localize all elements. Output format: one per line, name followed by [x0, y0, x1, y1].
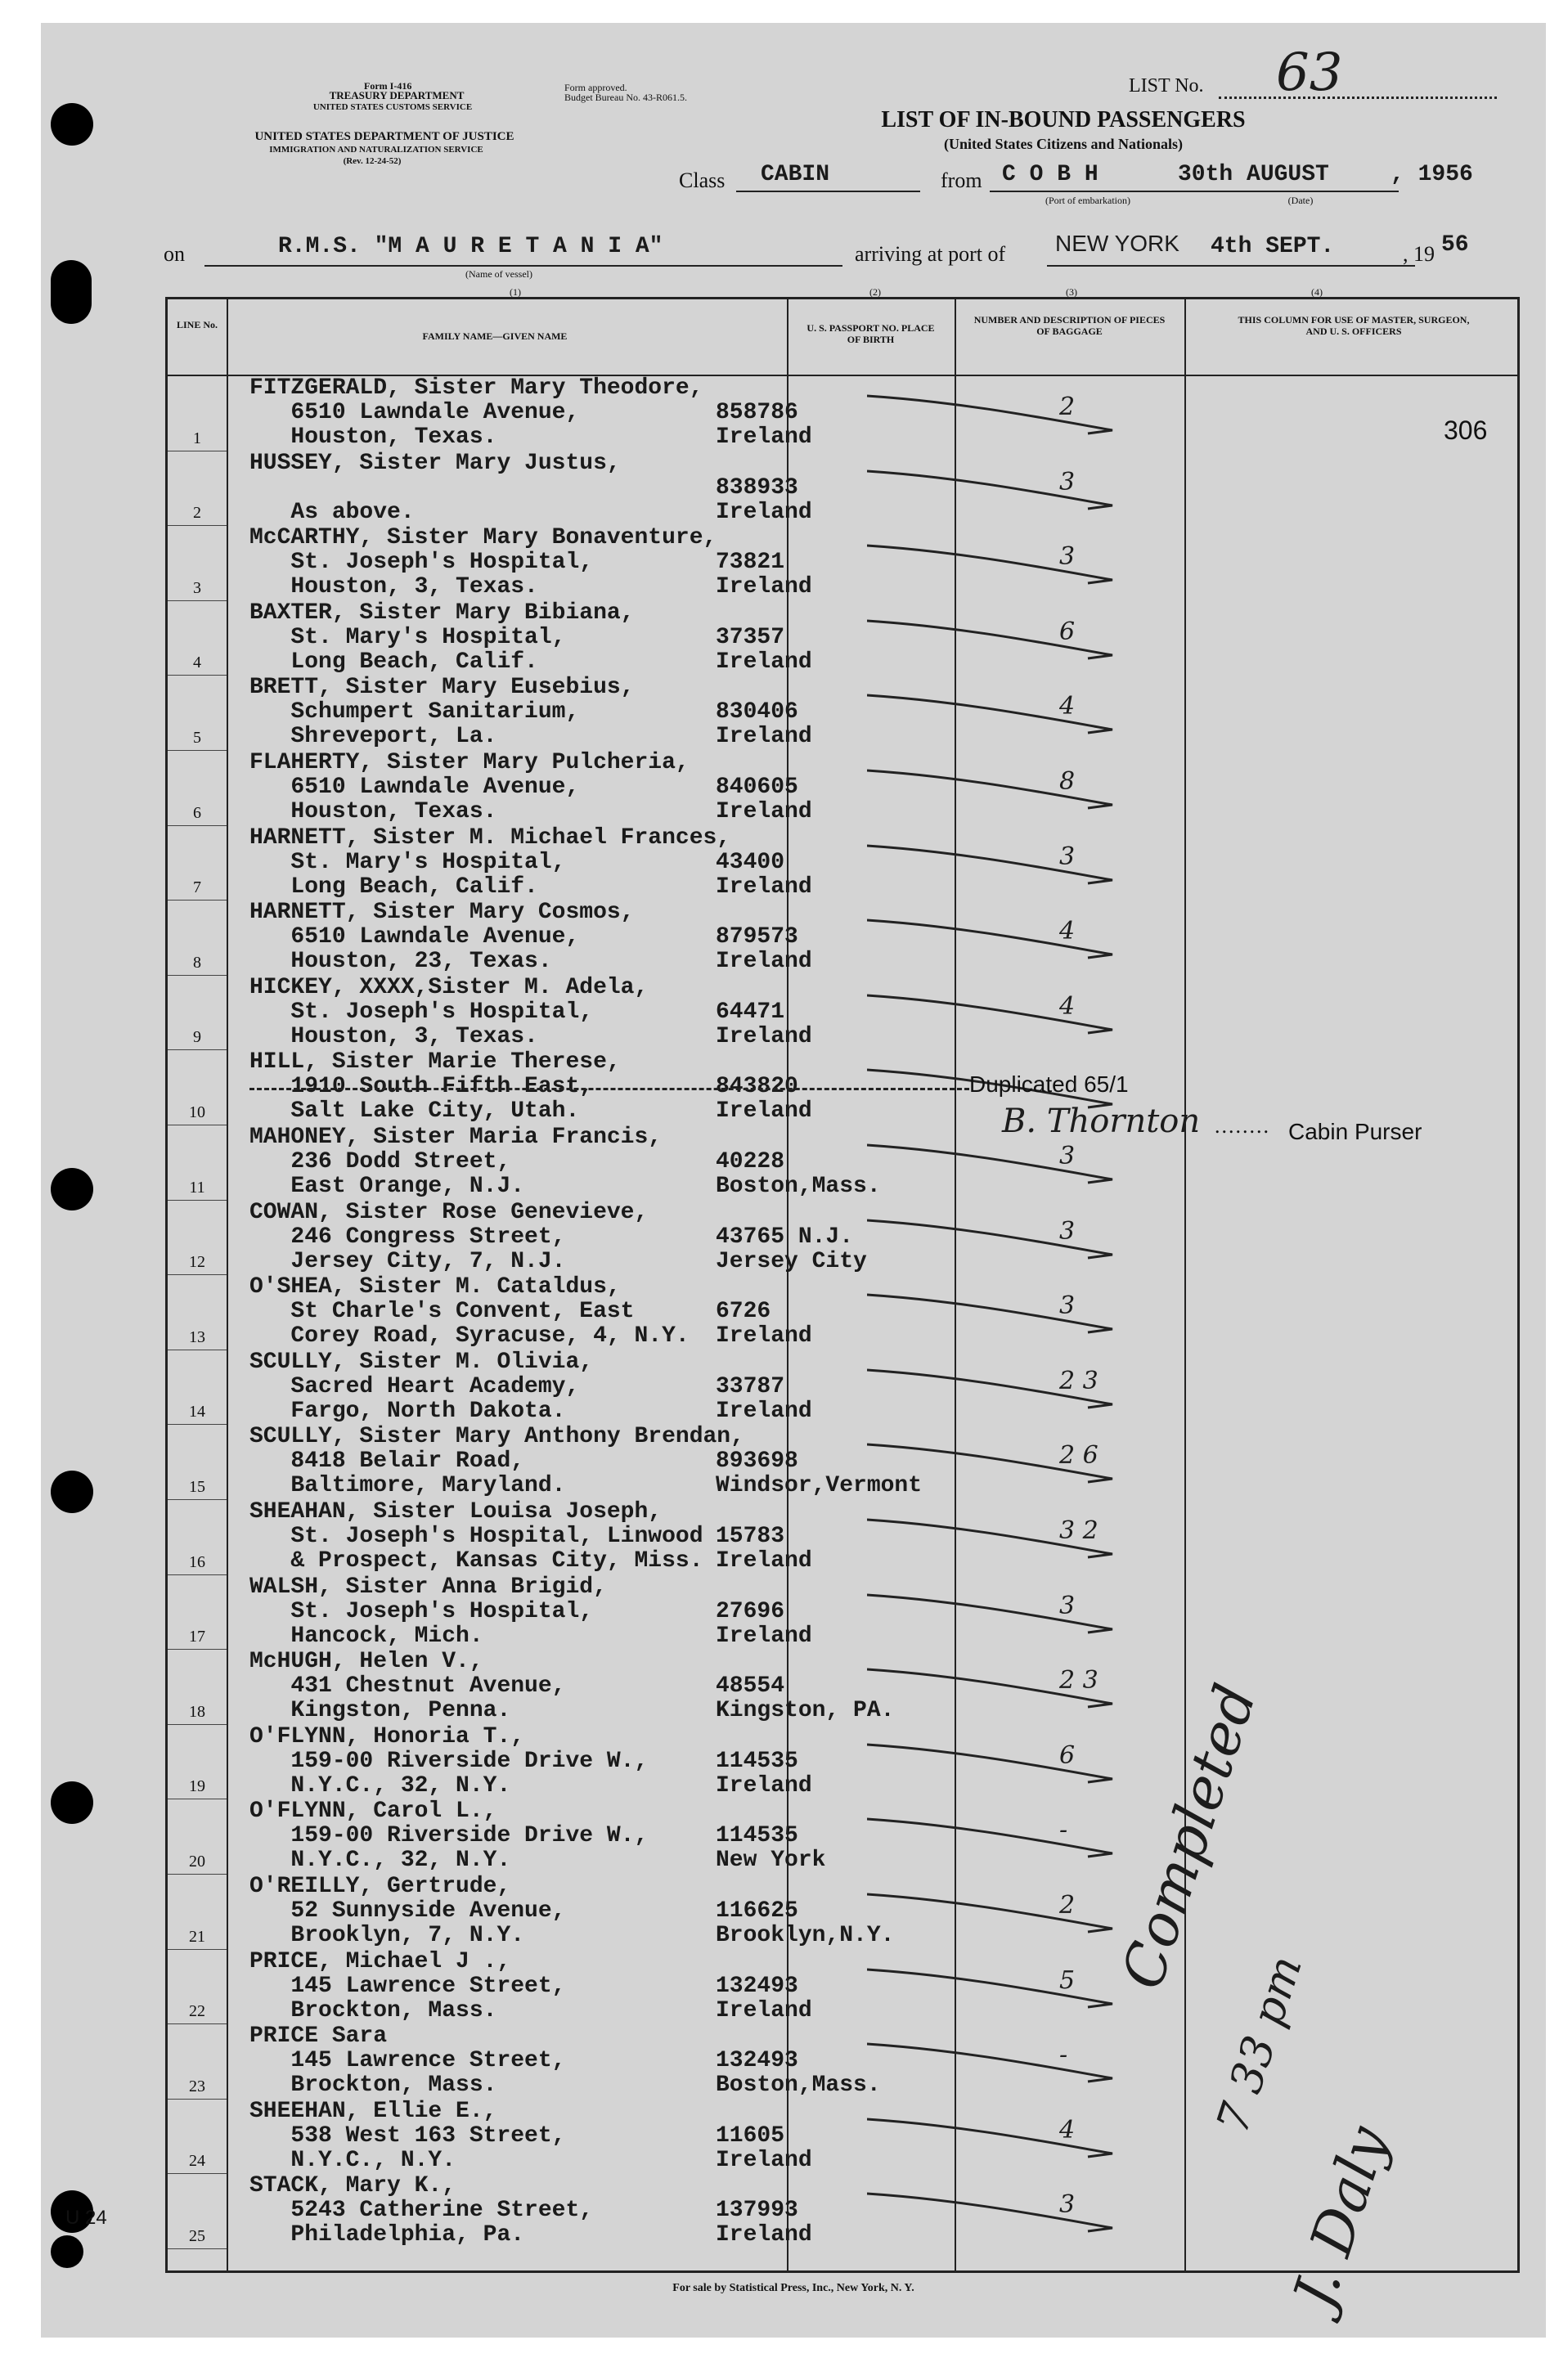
line-number: 23 [189, 2077, 205, 2095]
vessel-caption: (Name of vessel) [465, 268, 532, 280]
table-row [168, 1650, 1517, 1725]
list-subtitle: (United States Citizens and Nationals) [943, 136, 1183, 152]
date-caption: (Date) [1287, 195, 1314, 206]
line-number: 17 [189, 1628, 205, 1646]
passport-birthplace: 893698 Windsor,Vermont [716, 1448, 923, 1499]
baggage-count: 3 [1059, 2190, 1076, 2220]
passport-birthplace: 838933 Ireland [716, 474, 812, 525]
baggage-count: 3 [1059, 1142, 1076, 1170]
baggage-count: 6 [1059, 617, 1076, 646]
baggage-count: - [1059, 1816, 1068, 1845]
passenger-rows [168, 376, 1517, 2270]
passenger-name-address: SHEAHAN, Sister Louisa Joseph, St. Joseph's Hospital, Linwood & Prospect, Kansas City, Miss. [249, 1499, 703, 1574]
passport-birthplace: 64471 Ireland [716, 999, 812, 1049]
col-header-officers: THIS COLUMN FOR USE OF MASTER, SURGEON, AND U. S. OFFICERS [1238, 314, 1470, 337]
year-2: 56 [1441, 232, 1469, 258]
passport-birthplace: 11605 Ireland [716, 2122, 812, 2173]
passenger-name-address: HICKEY, XXXX,Sister M. Adela, St. Joseph's Hospital, Houston, 3, Texas. [249, 974, 649, 1049]
col-header-name: FAMILY NAME—GIVEN NAME [422, 330, 568, 342]
passport-birthplace: 879573 Ireland [716, 924, 812, 975]
purser-signature: B. Thornton [1002, 1103, 1201, 1140]
list-no-label: LIST No. [1129, 75, 1204, 97]
check-stroke [867, 844, 1194, 885]
check-stroke [867, 1593, 1194, 1634]
baggage-count: 3 [1059, 842, 1076, 871]
check-stroke [867, 1668, 1194, 1709]
line-number: 9 [193, 1028, 201, 1047]
line-number: 20 [189, 1852, 205, 1871]
line-number: 25 [189, 2226, 205, 2245]
baggage-count: 3 2 [1059, 1516, 1098, 1545]
baggage-count: 2 6 [1059, 1441, 1098, 1471]
line-number: 8 [193, 953, 201, 972]
passport-birthplace: 43765 N.J. Jersey City [716, 1224, 867, 1274]
passenger-name-address: O'FLYNN, Honoria T., 159-00 Riverside Drive W., N.Y.C., 32, N.Y. [249, 1723, 649, 1799]
passenger-name-address: O'REILLY, Gertrude, 52 Sunnyside Avenue, Brooklyn, 7, N.Y. [249, 1874, 566, 1948]
signature-dots: ........ [1215, 1114, 1270, 1138]
table-row [168, 676, 1517, 751]
passenger-name-address: O'SHEA, Sister M. Cataldus, St Charle's Convent, East Corey Road, Syracuse, 4, N.Y. [249, 1274, 690, 1350]
passport-birthplace: 132493 Boston,Mass. [716, 2048, 881, 2099]
purser-title: Cabin Purser [1288, 1119, 1422, 1144]
customs-service: UNITED STATES CUSTOMS SERVICE [312, 102, 473, 112]
table-row [168, 1575, 1517, 1651]
check-stroke [867, 1817, 1194, 1858]
binder-hole [51, 1781, 93, 1824]
check-stroke [867, 694, 1194, 734]
table-row [168, 601, 1517, 676]
check-stroke [867, 1740, 1194, 1784]
line-number: 4 [193, 654, 201, 672]
col-header-baggage: NUMBER AND DESCRIPTION OF PIECES OF BAGGAGE [973, 314, 1166, 337]
baggage-count: 3 [1059, 1591, 1076, 1620]
baggage-count: 4 [1059, 917, 1076, 946]
justice-dept: UNITED STATES DEPARTMENT OF JUSTICE [254, 130, 514, 143]
passport-birthplace: 43400 Ireland [716, 849, 812, 900]
line-number: 7 [193, 878, 201, 897]
document-page [41, 23, 1546, 2338]
passport-birthplace: 858786 Ireland [716, 400, 812, 450]
baggage-count: 4 [1059, 991, 1076, 1021]
line-number: 21 [189, 1927, 205, 1946]
class-underline [736, 191, 920, 192]
passenger-name-address: HARNETT, Sister Mary Cosmos, 6510 Lawndale Avenue, Houston, 23, Texas. [249, 900, 635, 975]
line-number: 5 [193, 728, 201, 747]
line-number: 16 [189, 1552, 205, 1571]
col-num-3: (3) [1066, 286, 1077, 298]
year2-prefix: , 19 [1403, 242, 1435, 266]
officer-note-row1: 306 [1444, 415, 1488, 445]
port-embark-caption: (Port of embarkation) [1045, 195, 1130, 206]
line-number: 11 [189, 1178, 205, 1197]
check-stroke [867, 769, 1194, 810]
line-number: 13 [189, 1327, 205, 1346]
passport-birthplace: 33787 Ireland [716, 1373, 812, 1424]
completed-note: Completed [1108, 1676, 1269, 1997]
check-stroke [867, 1143, 1194, 1184]
passport-birthplace: 15783 Ireland [716, 1524, 812, 1574]
binder-hole [51, 260, 92, 324]
baggage-count: 3 [1059, 542, 1076, 572]
table-row [168, 451, 1517, 527]
table-row [168, 1799, 1517, 1875]
duplicated-note: Duplicated 65/1 [969, 1071, 1129, 1097]
passenger-name-address: SHEEHAN, Ellie E., 538 West 163 Street, N.Y.C., N.Y. [249, 2098, 566, 2173]
check-stroke [867, 918, 1194, 959]
passenger-name-address: STACK, Mary K., 5243 Catherine Street, Philadelphia, Pa. [249, 2173, 594, 2248]
line-number: 12 [189, 1253, 205, 1272]
table-row [168, 1425, 1517, 1500]
passenger-name-address: HILL, Sister Marie Therese, 1910 South Fifth East, Salt Lake City, Utah. [249, 1049, 621, 1125]
class-label: Class [679, 168, 726, 192]
baggage-count: 4 [1059, 692, 1076, 721]
inspector-initials: J. Daly [1280, 2118, 1402, 2316]
check-stroke [867, 2192, 1194, 2233]
table-row [168, 1950, 1517, 2025]
check-stroke [867, 1368, 1194, 1409]
arrival-date: 4th SEPT. [1211, 234, 1335, 259]
passport-birthplace: 37357 Ireland [716, 624, 812, 675]
table-row [168, 826, 1517, 901]
passport-birthplace: 116625 Brooklyn,N.Y. [716, 1898, 895, 1948]
col-num-1: (1) [510, 286, 521, 298]
baggage-count: 8 [1059, 767, 1076, 796]
row-separator [168, 2248, 227, 2249]
printer-footer: For sale by Statistical Press, Inc., New York, N. Y. [672, 2282, 914, 2294]
passenger-name-address: McCARTHY, Sister Mary Bonaventure, St. Joseph's Hospital, Houston, 3, Texas. [249, 525, 717, 600]
line-number: 22 [189, 2002, 205, 2021]
line-number: 18 [189, 1702, 205, 1721]
passenger-name-address: BAXTER, Sister Mary Bibiana, St. Mary's Hospital, Long Beach, Calif. [249, 600, 635, 675]
passenger-name-address: COWAN, Sister Rose Genevieve, 246 Congress Street, Jersey City, 7, N.J. [249, 1199, 649, 1274]
line-number: 10 [189, 1103, 205, 1121]
check-stroke [867, 1518, 1194, 1559]
passenger-name-address: SCULLY, Sister M. Olivia, Sacred Heart Academy, Fargo, North Dakota. [249, 1349, 594, 1424]
ins-service: IMMIGRATION AND NATURALIZATION SERVICE [269, 145, 483, 155]
binder-hole [51, 1471, 93, 1513]
line-number: 14 [189, 1403, 205, 1422]
check-stroke [867, 544, 1194, 585]
baggage-count: 2 3 [1059, 1366, 1098, 1395]
line-number: 3 [193, 578, 201, 597]
margin-stamp: U 24 [65, 2207, 107, 2229]
check-stroke [867, 394, 1194, 435]
form-approved: Form approved. [564, 82, 627, 93]
treasury-dept: TREASURY DEPARTMENT [329, 89, 465, 101]
line-number: 24 [189, 2152, 205, 2171]
col-header-line-no: LINE No. [176, 319, 218, 330]
binder-hole [51, 2235, 83, 2268]
table-row [168, 1201, 1517, 1276]
passenger-name-address: WALSH, Sister Anna Brigid, St. Joseph's Hospital, Hancock, Mich. [249, 1574, 607, 1649]
passport-birthplace: 830406 Ireland [716, 699, 812, 750]
table-row [168, 1350, 1517, 1426]
passport-birthplace: 132493 Ireland [716, 1973, 812, 2023]
baggage-count: 3 [1059, 467, 1076, 496]
revision: (Rev. 12-24-52) [343, 156, 402, 166]
table-row [168, 526, 1517, 601]
passport-birthplace: 6726 Ireland [716, 1299, 812, 1350]
passenger-name-address: PRICE Sara 145 Lawrence Street, Brockton, Mass. [249, 2023, 566, 2099]
passenger-name-address: O'FLYNN, Carol L., 159-00 Riverside Drive W., N.Y.C., 32, N.Y. [249, 1799, 649, 1874]
baggage-count: 3 [1059, 1291, 1076, 1321]
from-label: from [941, 168, 982, 192]
table-row [168, 1275, 1517, 1350]
baggage-count: - [1059, 2041, 1068, 2070]
vessel-underline [204, 265, 842, 267]
completed-time: 7 33 pm [1206, 1949, 1312, 2140]
check-stroke [867, 1443, 1194, 1484]
line-number: 1 [193, 429, 201, 447]
form-number: Form I-416 [364, 80, 412, 92]
table-row [168, 1500, 1517, 1575]
baggage-count: 5 [1059, 1965, 1076, 1995]
passport-birthplace: 843820 Ireland [716, 1074, 812, 1125]
baggage-count: 2 3 [1059, 1666, 1098, 1696]
binder-hole [51, 1168, 93, 1210]
budget-bureau: Budget Bureau No. 43-R061.5. [564, 92, 687, 103]
table-row [168, 2024, 1517, 2100]
baggage-count: 6 [1059, 1740, 1076, 1770]
arrival-port: NEW YORK [1055, 231, 1179, 256]
passenger-name-address: HARNETT, Sister M. Michael Frances, St. Mary's Hospital, Long Beach, Calif. [249, 824, 731, 900]
line-number: 6 [193, 803, 201, 822]
passenger-name-address: FLAHERTY, Sister Mary Pulcheria, 6510 Lawndale Avenue, Houston, Texas. [249, 750, 690, 824]
passport-birthplace: 840605 Ireland [716, 775, 812, 824]
passenger-name-address: MAHONEY, Sister Maria Francis, 236 Dodd Street, East Orange, N.J. [249, 1125, 663, 1199]
check-stroke [867, 619, 1194, 660]
line-number: 2 [193, 504, 201, 523]
arriving-label: arriving at port of [855, 242, 1006, 266]
table-row [168, 976, 1517, 1051]
binder-hole [51, 103, 93, 146]
list-no-value: 63 [1276, 43, 1343, 103]
table-row [168, 901, 1517, 976]
check-stroke [867, 2115, 1194, 2158]
baggage-count: 3 [1059, 1216, 1076, 1246]
from-underline [990, 191, 1399, 192]
on-label: on [164, 242, 185, 266]
passport-birthplace: 40228 Boston,Mass. [716, 1149, 881, 1199]
passenger-name-address: HUSSEY, Sister Mary Justus, As above. [249, 450, 621, 525]
arrival-underline [1047, 265, 1415, 267]
check-stroke [867, 991, 1194, 1035]
col-header-passport: U. S. PASSPORT NO. PLACE OF BIRTH [806, 322, 935, 345]
line-number: 19 [189, 1777, 205, 1796]
table-row [168, 2100, 1517, 2175]
year-1: , 1956 [1391, 162, 1473, 187]
from-port: C O B H [1002, 162, 1098, 187]
passport-birthplace: 114535 Ireland [716, 1748, 812, 1799]
strike-dashed-line [249, 1088, 969, 1090]
class-value: CABIN [761, 162, 830, 187]
passport-birthplace: 48554 Kingston, PA. [716, 1673, 895, 1724]
baggage-count: 4 [1059, 2115, 1076, 2145]
passenger-name-address: SCULLY, Sister Mary Anthony Brendan, 8418 Belair Road, Baltimore, Maryland. [249, 1424, 744, 1499]
line-number: 15 [189, 1477, 205, 1496]
baggage-count: 2 [1059, 393, 1076, 421]
passenger-name-address: PRICE, Michael J ., 145 Lawrence Street, Brockton, Mass. [249, 1948, 566, 2023]
vessel-name: R.M.S. "M A U R E T A N I A" [278, 234, 663, 259]
check-stroke [867, 469, 1194, 510]
passenger-name-address: McHUGH, Helen V., 431 Chestnut Avenue, Kingston, Penna. [249, 1649, 566, 1724]
passenger-name-address: BRETT, Sister Mary Eusebius, Schumpert Sanitarium, Shreveport, La. [249, 675, 635, 750]
passport-birthplace: 27696 Ireland [716, 1598, 812, 1649]
table-row [168, 751, 1517, 826]
table-row [168, 1875, 1517, 1950]
col-num-2: (2) [869, 286, 881, 298]
check-stroke [867, 2042, 1194, 2083]
check-stroke [867, 1293, 1194, 1334]
table-row [168, 376, 1517, 451]
baggage-count: 2 [1059, 1891, 1076, 1920]
from-date: 30th AUGUST [1178, 162, 1329, 187]
list-no-dots [1219, 97, 1497, 99]
check-stroke [867, 1216, 1194, 1260]
passport-birthplace: 114535 New York [716, 1823, 826, 1874]
col-num-4: (4) [1311, 286, 1323, 298]
list-title: LIST OF IN-BOUND PASSENGERS [881, 107, 1246, 132]
passport-birthplace: 137993 Ireland [716, 2198, 812, 2248]
passenger-name-address: FITZGERALD, Sister Mary Theodore, 6510 Lawndale Avenue, Houston, Texas. [249, 375, 703, 450]
passport-birthplace: 73821 Ireland [716, 550, 812, 600]
table-row [168, 1725, 1517, 1800]
